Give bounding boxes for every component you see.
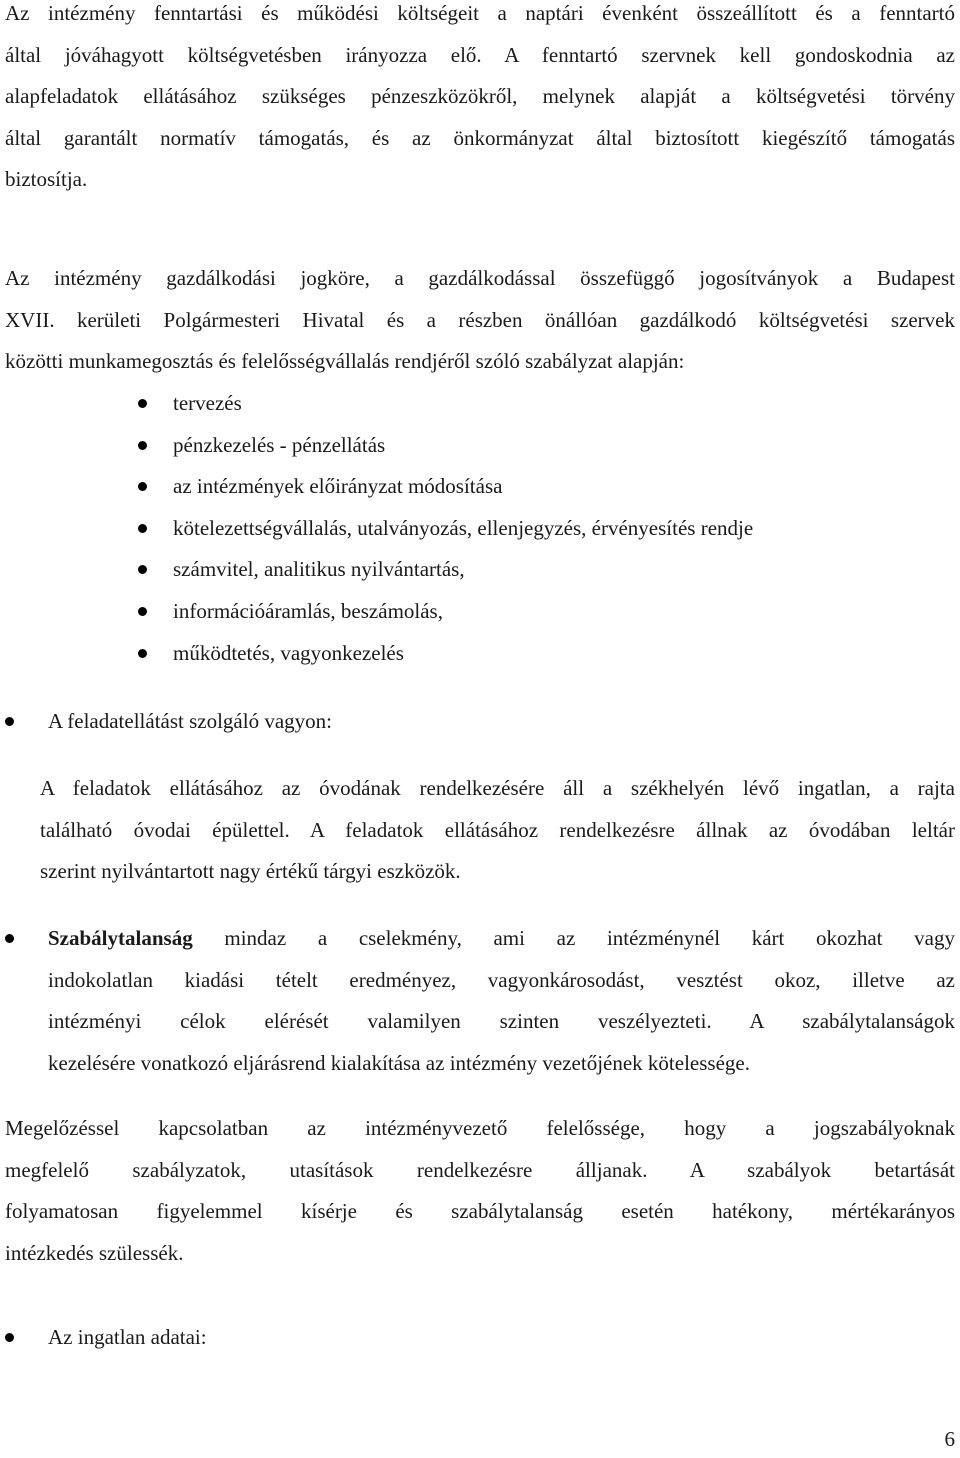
irregularity-paragraph	[48, 918, 955, 1084]
authority-paragraph	[5, 258, 955, 383]
list-item-label: kötelezettségvállalás, utalványozás, ellenjegyzés, érvényesítés rendje	[173, 515, 754, 540]
text-line: közötti munkamegosztás és felelősségvállalás rendjéről szóló szabályzat alapján:	[5, 349, 685, 373]
text-line: Az intézmény fenntartási és működési költségeit a naptári évenként összeállított és a fenntartó	[5, 1, 955, 25]
irregularity-first-line: mindaz a cselekmény, ami az intézménynél kárt okozhat vagy	[192, 926, 955, 950]
text-line: A feladatok ellátásához az óvodának rendelkezésére áll a székhelyén lévő ingatlan, a rajta	[40, 776, 955, 800]
assets-heading: A feladatellátást szolgáló vagyon:	[48, 709, 332, 733]
bullet-icon	[138, 482, 147, 491]
bullet-icon	[138, 399, 147, 408]
bullet-icon	[138, 441, 147, 450]
text-line: alapfeladatok ellátásához szükséges pénzeszközökről, melynek alapját a költségvetési törvény	[5, 84, 955, 108]
text-line: szerint nyilvántartott nagy értékű tárgyi eszközök.	[40, 859, 461, 883]
text-line: által jóváhagyott költségvetésben irányozza elő. A fenntartó szervnek kell gondoskodnia az	[5, 42, 955, 67]
list-item-label: tervezés	[173, 391, 242, 415]
prevention-paragraph	[5, 1108, 955, 1274]
property-heading: Az ingatlan adatai:	[48, 1325, 207, 1349]
list-item-label: pénzkezelés - pénzellátás	[173, 432, 386, 457]
page-number: 6	[944, 1427, 955, 1451]
text-line: biztosítja.	[5, 167, 88, 191]
bullet-icon	[138, 649, 147, 658]
list-item	[0, 466, 960, 508]
list-item	[0, 425, 960, 467]
budget-paragraph	[5, 0, 955, 201]
text-line: XVII. kerületi Polgármesteri Hivatal és a részben önállóan gazdálkodó költségvetési szervek	[5, 307, 955, 332]
authority-list	[0, 383, 960, 674]
text-line: által garantált normatív támogatás, és az önkormányzat által biztosított kiegészítő támogatás	[5, 125, 955, 150]
bullet-icon	[5, 717, 14, 726]
text-line: Az intézmény gazdálkodási jogköre, a gazdálkodással összefüggő jogosítványok a Budapest	[5, 266, 955, 290]
irregularity-term: Szabálytalanság	[48, 926, 193, 950]
list-item-label: információáramlás, beszámolás,	[173, 598, 443, 623]
list-item-label: működtetés, vagyonkezelés	[173, 640, 404, 665]
text-line: indokolatlan kiadási tételt eredményez, vagyonkárosodást, vesztést okoz, illetve az	[48, 967, 955, 992]
text-line: megfelelő szabályzatok, utasítások rendelkezésre álljanak. A szabályok betartását	[5, 1157, 955, 1182]
list-item	[0, 549, 960, 591]
text-line: található óvodai épülettel. A feladatok ellátásához rendelkezésre állnak az óvodában leltár	[40, 817, 955, 842]
text-line: kezelésére vonatkozó eljárásrend kialakítása az intézmény vezetőjének kötelessége.	[48, 1050, 750, 1075]
text-line: Megelőzéssel kapcsolatban az intézményvezető felelőssége, hogy a jogszabályoknak	[5, 1116, 955, 1140]
bullet-icon	[138, 607, 147, 616]
bullet-icon	[138, 524, 147, 533]
list-item-label: az intézmények előirányzat módosítása	[173, 474, 503, 499]
list-item	[0, 591, 960, 633]
text-line: intézményi célok elérését valamilyen szinten veszélyezteti. A szabálytalanságok	[48, 1009, 955, 1033]
text-line: folyamatosan figyelemmel kísérje és szabálytalanság esetén hatékony, mértékarányos	[5, 1199, 955, 1223]
list-item-label: számvitel, analitikus nyilvántartás,	[173, 557, 465, 582]
text-line: intézkedés szülessék.	[5, 1240, 184, 1265]
bullet-icon	[138, 565, 147, 574]
list-item	[0, 383, 960, 425]
text-line	[48, 918, 955, 960]
bullet-icon	[5, 1333, 14, 1342]
list-item	[0, 633, 960, 675]
list-item	[0, 508, 960, 550]
bullet-icon	[5, 934, 14, 943]
assets-paragraph	[40, 768, 955, 893]
